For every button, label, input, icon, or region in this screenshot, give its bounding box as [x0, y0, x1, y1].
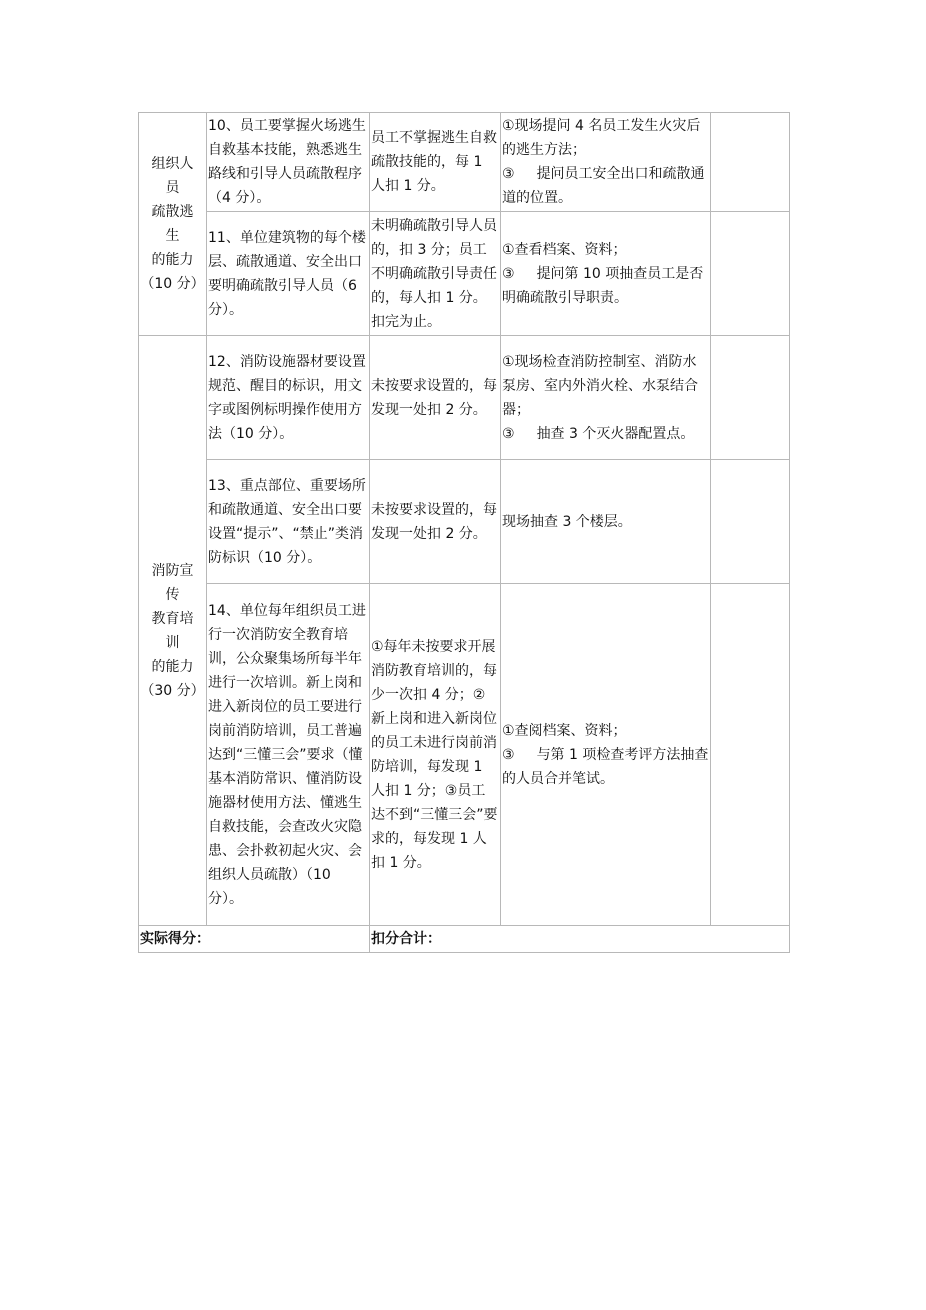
score-cell	[711, 460, 790, 584]
method-line: 抽查 3 个灭火器配置点。	[536, 425, 695, 442]
method-line: 现场抽查 3 个楼层。	[502, 513, 632, 530]
category-line: 消防宣	[151, 562, 194, 579]
method-marker: ③	[502, 746, 515, 763]
method-line: 提问员工安全出口和疏散通道的位置。	[502, 166, 705, 206]
category-line: 教育培	[151, 610, 194, 627]
method-marker: ③	[502, 425, 515, 442]
evaluation-table	[138, 112, 790, 953]
deduction-cell: 未明确疏散引导人员的，扣 3 分；员工不明确疏散引导责任的，每人扣 1 分。扣完为止。	[370, 212, 501, 336]
table-row	[139, 336, 790, 460]
method-cell	[501, 212, 711, 336]
deduction-total-label: 扣分合计：	[370, 926, 790, 953]
actual-score-label: 实际得分：	[139, 926, 370, 953]
category-line: 组织人	[151, 156, 194, 172]
method-line: 提问第 10 项抽查员工是否明确疏散引导职责。	[502, 265, 704, 306]
method-cell	[501, 584, 711, 926]
deduction-cell: ①每年未按要求开展消防教育培训的，每少一次扣 4 分；②新上岗和进入新岗位的员工未进行岗前消防培训，每发现 1 人扣 1 分；③员工达不到“三懂三会”要求的，每发现 1 人扣 1 分。	[370, 584, 501, 926]
requirement-cell: 12、消防设施器材要设置规范、醒目的标识，用文字或图例标明操作使用方法（10 分）。	[207, 336, 370, 460]
table-footer-row	[139, 926, 790, 953]
method-line: ①现场提问 4 名员工发生火灾后的逃生方法；	[502, 118, 701, 158]
method-cell	[501, 336, 711, 460]
method-line: ①查看档案、资料；	[502, 241, 627, 258]
requirement-cell: 10、员工要掌握火场逃生自救基本技能，熟悉逃生路线和引导人员疏散程序（4 分）。	[207, 113, 370, 212]
category-line: （30 分）	[140, 682, 205, 699]
category-cell	[139, 113, 207, 336]
category-line: 疏散逃	[151, 204, 194, 220]
method-cell	[501, 460, 711, 584]
requirement-cell: 14、单位每年组织员工进行一次消防安全教育培训，公众聚集场所每半年进行一次培训。新上岗和进入新岗位的员工要进行岗前消防培训，员工普遍达到“三懂三会”要求（懂基本消防常识、懂消防设施器材使用方法、懂逃生自救技能，会查改火灾隐患、会扑救初起火灾、会组织人员疏散）（10 分）。	[207, 584, 370, 926]
deduction-cell: 未按要求设置的，每发现一处扣 2 分。	[370, 336, 501, 460]
category-line: 训	[165, 634, 180, 651]
category-line: 的能力	[151, 252, 194, 268]
category-line: （10 分）	[140, 276, 205, 292]
table-row	[139, 113, 790, 212]
score-cell	[711, 113, 790, 212]
score-cell	[711, 584, 790, 926]
method-cell	[501, 113, 711, 212]
requirement-cell: 11、单位建筑物的每个楼层、疏散通道、安全出口要明确疏散引导人员（6 分）。	[207, 212, 370, 336]
requirement-cell: 13、重点部位、重要场所和疏散通道、安全出口要设置“提示”、“禁止”类消防标识（10 分）。	[207, 460, 370, 584]
deduction-cell: 员工不掌握逃生自救疏散技能的，每 1 人扣 1 分。	[370, 113, 501, 212]
category-line: 员	[165, 180, 180, 196]
method-line: 与第 1 项检查考评方法抽查的人员合并笔试。	[502, 746, 709, 787]
category-line: 生	[165, 228, 180, 244]
score-cell	[711, 212, 790, 336]
table-row	[139, 584, 790, 926]
method-marker: ③	[502, 265, 515, 282]
category-line: 传	[165, 586, 180, 603]
category-line: 的能力	[151, 658, 194, 675]
table-row	[139, 460, 790, 584]
deduction-cell: 未按要求设置的，每发现一处扣 2 分。	[370, 460, 501, 584]
category-cell	[139, 336, 207, 926]
method-line: ①现场检查消防控制室、消防水泵房、室内外消火栓、水泵结合器；	[502, 353, 698, 418]
method-line: ①查阅档案、资料；	[502, 722, 627, 739]
method-marker: ③	[502, 166, 515, 182]
table-row	[139, 212, 790, 336]
score-cell	[711, 336, 790, 460]
